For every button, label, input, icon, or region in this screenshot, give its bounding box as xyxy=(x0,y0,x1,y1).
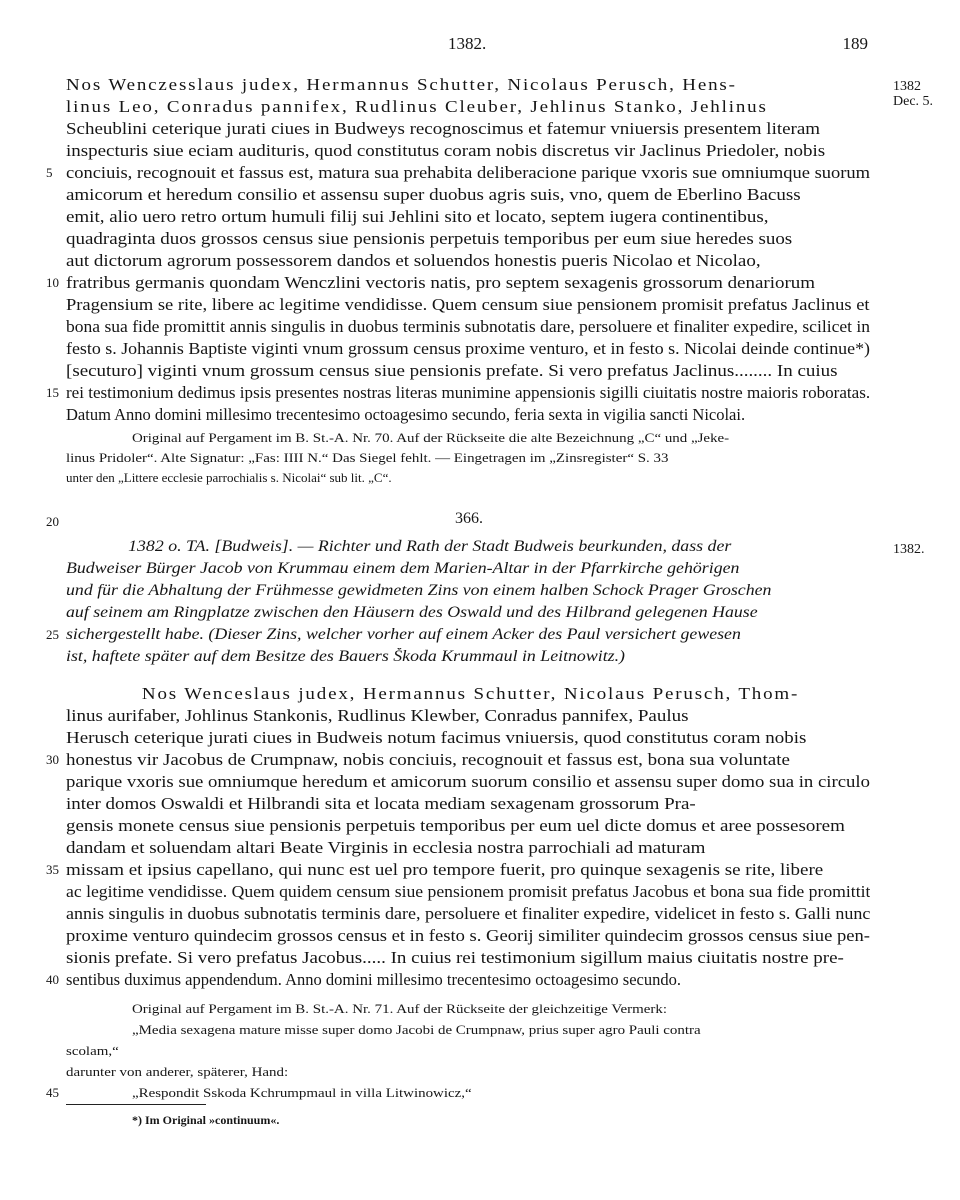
note-line: Original auf Pergament im B. St.-A. Nr. 70. Auf der Rückseite die alte Bezeichnung „C“ und „Jeke- xyxy=(132,430,730,445)
doc2-notes-end xyxy=(132,1082,870,1103)
note-line: „Respondit Sskoda Kchrumpmaul in villa Litwinowicz,“ xyxy=(132,1085,472,1100)
text-line: missam et ipsius capellano, qui nunc est uel pro tempore fuerit, pro quinque sexagenis se rite, libere xyxy=(66,860,824,879)
text-line: honestus vir Jacobus de Crumpnaw, nobis conciuis, recognouit et fassus est, bona sua voluntate xyxy=(66,750,790,769)
note-line: darunter von anderer, späterer, Hand: xyxy=(66,1064,289,1079)
note-line: linus Pridoler“. Alte Signatur: „Fas: IIII N.“ Das Siegel fehlt. — Eingetragen im „Zinsregister“ S. 33 xyxy=(66,450,669,465)
text-line: Datum Anno domini millesimo trecentesimo octoagesimo secundo, feria sexta in vigilia sancti Nicolai. xyxy=(66,405,746,424)
note-line: scolam,“ xyxy=(66,1043,119,1058)
text-line: Nos Wenceslaus judex, Hermannus Schutter, Nicolaus Perusch, Thom- xyxy=(141,684,800,703)
doc1-margin-day: Dec. 5. xyxy=(893,94,934,109)
note-line: „Media sexagena mature misse super domo Jacobi de Crumpnaw, prius super agro Pauli contra xyxy=(132,1022,701,1037)
text-line: ac legitime vendidisse. Quem quidem censum siue pensionem promisit prefatus Jacobus et bona sua fide promittit xyxy=(66,882,870,901)
regest-line: Budweiser Bürger Jacob von Krummau einem dem Marien-Altar in der Pfarrkirche gehörigen xyxy=(66,560,740,577)
text-line: fratribus germanis quondam Wenczlini vectoris natis, pro septem sexagenis grossorum denariorum xyxy=(66,273,816,292)
line-number: 10 xyxy=(46,275,59,290)
text-line: sionis prefate. Si vero prefatus Jacobus..... In cuius rei testimonium sigillum maius ciuitatis nostre pre- xyxy=(66,948,844,967)
text-line: Herusch ceterique jurati ciues in Budweis notum facimus vniuersis, quod constitutus coram nobis xyxy=(66,728,807,747)
doc1-notes-cont xyxy=(66,448,870,488)
doc2-notes xyxy=(132,998,870,1040)
line-number: 5 xyxy=(46,165,53,180)
doc1-text xyxy=(66,74,870,426)
text-line: conciuis, recognouit et fassus est, matura sua prehabita deliberacione parique vxoris sue omniumque suorum xyxy=(66,163,870,182)
text-line: sentibus duximus appendendum. Anno domini millesimo trecentesimo octoagesimo secundo. xyxy=(66,970,681,989)
text-line: aut dictorum agrorum possessorem dandos et soluendos honestis pueris Nicolao et Nicolao, xyxy=(66,251,761,270)
doc2-regest xyxy=(66,536,870,668)
line-number: 20 xyxy=(46,514,59,529)
regest-line: sichergestellt habe. (Dieser Zins, welcher vorher auf einem Acker des Paul versichert gewesen xyxy=(66,626,741,643)
text-line: inspecturis siue eciam audituris, quod constitutus coram nobis discretus vir Jaclinus Priedoler, nobis xyxy=(66,141,826,160)
running-header xyxy=(0,30,960,58)
text-line: proxime venturo quindecim grossos census et in festo s. Georij similiter quindecim grossos census siue pen- xyxy=(66,926,870,945)
line-number: 45 xyxy=(46,1085,59,1100)
text-line: dandam et soluendam altari Beate Virginis in ecclesia nostra parrochiali ad maturam xyxy=(66,838,706,857)
text-line: Scheublini ceterique jurati ciues in Budweys recognoscimus et fatemur vniuersis presentem literam xyxy=(66,119,821,138)
doc2-margin-year: 1382. xyxy=(893,542,925,557)
text-line: linus Leo, Conradus pannifex, Rudlinus Cleuber, Jehlinus Stanko, Jehlinus xyxy=(66,97,768,116)
doc1-margin-year: 1382 xyxy=(893,79,921,94)
text-line: Pragensium se rite, libere ac legitime vendidisse. Quem censum siue pensionem promisit prefatus Jaclinus et xyxy=(66,295,870,314)
text-line: amicorum et heredum consilio et assensu super duobus agris suis, vno, quem de Eberlino Bacuss xyxy=(66,185,801,204)
footnote-rule xyxy=(66,1104,206,1105)
doc2-margin-date xyxy=(893,542,925,557)
doc2-notes-cont xyxy=(66,1040,870,1082)
text-line: rei testimonium dedimus ipsis presentes nostras literas munimine appensionis sigilli ciuitatis nostre maioris roboratas. xyxy=(66,383,870,402)
text-line: parique vxoris sue omniumque heredum et amicorum suorum consilio et assensu super domo sua in circulo xyxy=(66,772,870,791)
text-line: emit, alio uero retro ortum humuli filij sui Jehlini sito et locato, septem iugera continentibus, xyxy=(66,207,769,226)
text-line: linus aurifaber, Johlinus Stankonis, Rudlinus Klewber, Conradus pannifex, Paulus xyxy=(66,706,689,725)
line-number: 30 xyxy=(46,752,59,767)
line-number: 35 xyxy=(46,862,59,877)
text-line: [secuturo] viginti vnum grossum census siue pensionis prefate. Si vero prefatus Jaclinus........ In cuius xyxy=(66,361,838,380)
text-line: gensis monete census siue pensionis perpetuis temporibus per eum uel dicte domus et aree possesorem xyxy=(66,816,845,835)
text-line: quadraginta duos grossos census siue pensionis perpetuis temporibus per eum siue heredes suos xyxy=(66,229,793,248)
text-line: festo s. Johannis Baptiste viginti vnum grossum census proxime venturo, et in festo s. Nicolai deinde continue*) xyxy=(66,339,870,358)
text-line: bona sua fide promittit annis singulis in duobus terminis subnotatis dare, persoluere et finaliter expedire, scilicet in xyxy=(66,317,870,336)
header-year: 1382. xyxy=(448,34,487,53)
footnote: *) Im Original »continuum«. xyxy=(132,1113,280,1127)
regest-line: ist, haftete später auf dem Besitze des Bauers Škoda Krummaul in Leitnowitz.) xyxy=(66,648,625,665)
text-line: Nos Wenczesslaus judex, Hermannus Schutter, Nicolaus Perusch, Hens- xyxy=(66,75,737,94)
note-line: Original auf Pergament im B. St.-A. Nr. 71. Auf der Rückseite der gleichzeitige Vermerk: xyxy=(132,1001,668,1016)
document-number: 366. xyxy=(455,510,483,527)
note-line: unter den „Littere ecclesie parrochialis s. Nicolai“ sub lit. „C“. xyxy=(66,470,392,485)
line-number: 40 xyxy=(46,972,59,987)
text-line: inter domos Oswaldi et Hilbrandi sita et locata mediam sexagenam grossorum Pra- xyxy=(66,794,696,813)
doc2-text xyxy=(66,683,870,991)
regest-line: 1382 o. TA. [Budweis]. — Richter und Rath der Stadt Budweis beurkunden, dass der xyxy=(128,538,732,555)
regest-line: auf seinem am Ringplatze zwischen den Häusern des Oswald und des Hilbrand gelegenen Hause xyxy=(66,604,758,621)
line-number: 25 xyxy=(46,627,59,642)
page-number: 189 xyxy=(842,34,868,53)
doc1-notes xyxy=(132,428,870,448)
line-number: 15 xyxy=(46,385,59,400)
regest-line: und für die Abhaltung der Frühmesse gewidmeten Zins von einem halben Schock Prager Groschen xyxy=(66,582,772,599)
text-line: annis singulis in duobus subnotatis terminis dare, persoluere et finaliter expedire, videlicet in festo s. Galli nunc xyxy=(66,904,870,923)
doc1-margin-date xyxy=(893,79,933,109)
